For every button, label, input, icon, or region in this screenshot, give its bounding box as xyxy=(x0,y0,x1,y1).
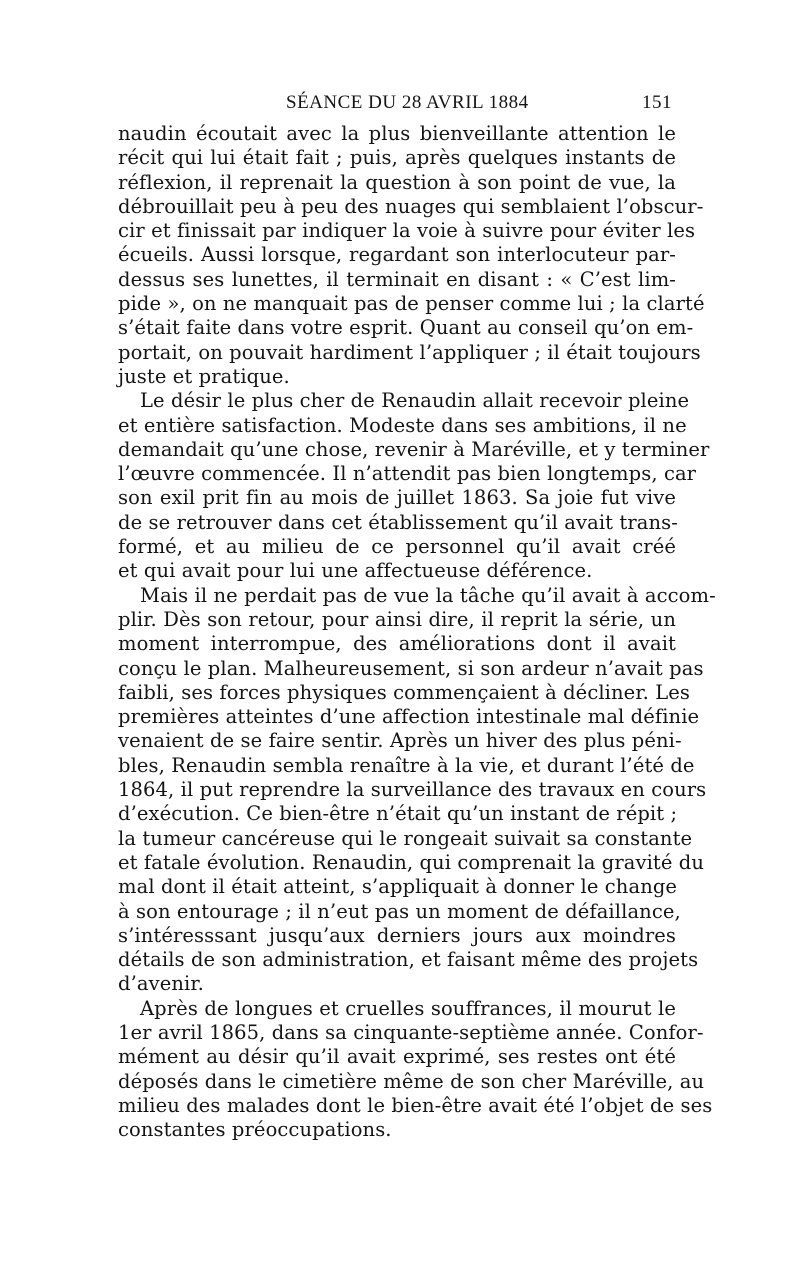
text-line: d’avenir. xyxy=(118,972,204,996)
text-line: et entière satisfaction. Modeste dans ses ambitions, il ne xyxy=(118,413,687,437)
text-line: s’était faite dans votre esprit. Quant au conseil qu’on em- xyxy=(118,316,694,340)
text-line: écueils. Aussi lorsque, regardant son interlocuteur par- xyxy=(118,243,676,267)
text-line: Mais il ne perdait pas de vue la tâche qu’il avait à accom- xyxy=(140,583,716,607)
text-line: constantes préoccupations. xyxy=(118,1118,392,1142)
text-line: détails de son administration, et faisant même des projets xyxy=(118,948,699,972)
text-line: 1er avril 1865, dans sa cinquante-septième année. Confor- xyxy=(118,1020,704,1044)
text-line: déposés dans le cimetière même de son cher Maréville, au xyxy=(118,1069,705,1093)
paragraph xyxy=(118,122,705,389)
text-line: d’exécution. Ce bien-être n’était qu’un instant de répit ; xyxy=(118,802,678,826)
text-line: réflexion, il reprenait la question à son point de vue, la xyxy=(118,170,676,194)
text-line: la tumeur cancéreuse qui le rongeait suivait sa constante xyxy=(118,826,693,850)
text-line: récit qui lui était fait ; puis, après quelques instants de xyxy=(118,146,676,170)
text-line: de se retrouver dans cet établissement qu’il avait trans- xyxy=(118,510,678,534)
running-head xyxy=(118,88,676,118)
text-line: son exil prit fin au mois de juillet 1863. Sa joie fut vive xyxy=(118,486,676,510)
text-line: conçu le plan. Malheureusement, si son ardeur n’avait pas xyxy=(118,656,704,680)
text-line: mément au désir qu’il avait exprimé, ses restes ont été xyxy=(118,1045,676,1069)
text-line: 1864, il put reprendre la surveillance des travaux en cours xyxy=(118,778,707,802)
paragraph xyxy=(118,583,716,997)
paragraph xyxy=(118,996,713,1143)
paragraph xyxy=(118,389,710,583)
text-line: naudin écoutait avec la plus bienveillante attention le xyxy=(118,122,676,145)
text-line: Le désir le plus cher de Renaudin allait recevoir pleine xyxy=(140,389,690,413)
text-line: portait, on pouvait hardiment l’appliquer ; il était toujours xyxy=(118,340,701,364)
text-line: débrouillait peu à peu des nuages qui semblaient l’obscur- xyxy=(118,194,704,218)
text-line: faibli, ses forces physiques commençaient à décliner. Les xyxy=(118,680,690,704)
text-line: plir. Dès son retour, pour ainsi dire, il reprit la série, un xyxy=(118,607,676,631)
text-line: cir et finissait par indiquer la voie à suivre pour éviter les xyxy=(118,219,696,243)
page-number: 151 xyxy=(642,92,672,113)
body-text xyxy=(118,122,716,1142)
text-line: dessus ses lunettes, il terminait en disant : « C’est lim- xyxy=(118,267,676,291)
text-line: moment interrompue, des améliorations dont il avait xyxy=(118,632,676,656)
text-line: formé, et au milieu de ce personnel qu’il avait créé xyxy=(118,535,676,559)
text-line: bles, Renaudin sembla renaître à la vie, et durant l’été de xyxy=(118,753,695,777)
text-line: pide », on ne manquait pas de penser comme lui ; la clarté xyxy=(118,292,705,316)
text-line: juste et pratique. xyxy=(118,364,290,388)
text-line: l’œuvre commencée. Il n’attendit pas bien longtemps, car xyxy=(118,462,697,486)
text-line: Après de longues et cruelles souffrances, il mourut le xyxy=(140,996,676,1020)
text-line: s’intéresssant jusqu’aux derniers jours aux moindres xyxy=(118,923,676,947)
book-page xyxy=(118,88,716,1142)
text-line: et qui avait pour lui une affectueuse déférence. xyxy=(118,559,593,583)
text-line: premières atteintes d’une affection intestinale mal définie xyxy=(118,705,700,729)
text-line: demandait qu’une chose, revenir à Maréville, et y terminer xyxy=(118,437,710,461)
text-line: milieu des malades dont le bien-être avait été l’objet de ses xyxy=(118,1093,713,1117)
text-line: venaient de se faire sentir. Après un hiver des plus péni- xyxy=(118,729,682,753)
text-line: et fatale évolution. Renaudin, qui comprenait la gravité du xyxy=(118,850,705,874)
text-line: mal dont il était atteint, s’appliquait à donner le change xyxy=(118,875,678,899)
text-line: à son entourage ; il n’eut pas un moment de défaillance, xyxy=(118,899,681,923)
running-head-title: SÉANCE DU 28 AVRIL 1884 xyxy=(286,92,529,113)
